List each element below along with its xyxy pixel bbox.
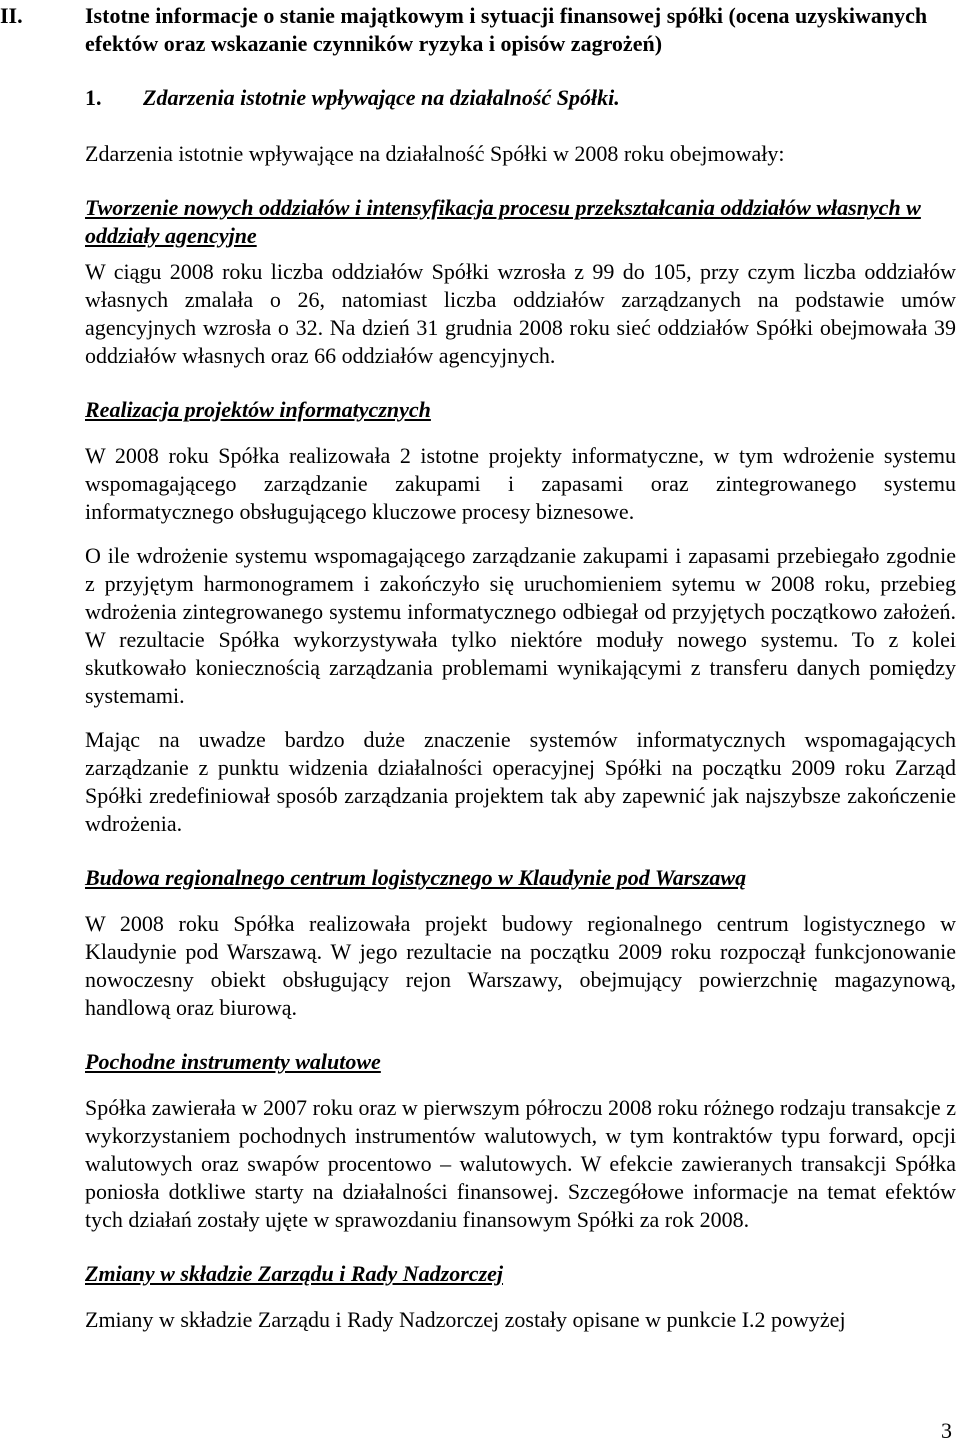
topic-heading-branches xyxy=(85,194,956,250)
topic-heading-text: Tworzenie nowych oddziałów i intensyfikacja procesu przekształcania oddziałów własnych w oddziały agencyjne xyxy=(85,195,921,248)
subsection-title: Zdarzenia istotnie wpływające na działalność Spółki. xyxy=(143,85,620,110)
subsection-number: 1. xyxy=(85,85,102,110)
topic-heading-it-projects: Realizacja projektów informatycznych xyxy=(85,397,431,422)
topic-paragraph: W 2008 roku Spółka realizowała 2 istotne projekty informatyczne, w tym wdrożenie systemu wspomagającego zarządzanie zakupami i zapasami oraz zintegrowanego systemu informatycznego obsługującego kluczowe procesy biznesowe. xyxy=(85,443,956,524)
section-number: II. xyxy=(0,3,23,28)
intro-paragraph: Zdarzenia istotnie wpływające na działalność Spółki w 2008 roku obejmowały: xyxy=(85,141,785,166)
topic-heading-derivatives: Pochodne instrumenty walutowe xyxy=(85,1049,381,1074)
topic-paragraph: W ciągu 2008 roku liczba oddziałów Spółki wzrosła z 99 do 105, przy czym liczba oddziałów własnych zmalała o 26, natomiast liczba oddziałów zarządzanych na podstawie umów agencyjnych wzrosła o 32. Na dzień 31 grudnia 2008 roku sieć oddziałów Spółki obejmowała 39 oddziałów własnych oraz 66 oddziałów agencyjnych. xyxy=(85,259,956,368)
topic-heading-logistics-center: Budowa regionalnego centrum logistycznego w Klaudynie pod Warszawą xyxy=(85,865,747,890)
topic-paragraph: O ile wdrożenie systemu wspomagającego zarządzanie zakupami i zapasami przebiegało zgodnie z przyjętym harmonogramem i zakończyło się uruchomieniem sytemu w 2008 roku, przebieg wdrożenia zintegrowanego systemu informatycznego odbiegał od przyjętych początkowo założeń. W rezultacie Spółka wykorzystywała tylko niektóre moduły nowego systemu. To z kolei skutkowało koniecznością zarządzania problemami wynikającymi z transferu danych pomiędzy systemami. xyxy=(85,543,956,708)
section-title: Istotne informacje o stanie majątkowym i sytuacji finansowej spółki (ocena uzyskiwanych efektów oraz wskazanie czynników ryzyka i opisów zagrożeń) xyxy=(85,3,928,56)
document-body xyxy=(85,140,956,1350)
topic-paragraph: Mając na uwadze bardzo duże znaczenie systemów informatycznych wspomagających zarządzanie z punktu widzenia działalności operacyjnej Spółki na początku 2009 roku Zarząd Spółki zredefiniował sposób zarządzania projektem tak aby zapewnić jak najszybsze zakończenie wdrożenia. xyxy=(85,727,956,836)
topic-heading-board-changes: Zmiany w składzie Zarządu i Rady Nadzorczej xyxy=(85,1261,504,1286)
topic-paragraph: Zmiany w składzie Zarządu i Rady Nadzorczej zostały opisane w punkcie I.2 powyżej xyxy=(85,1307,846,1332)
topic-paragraph: W 2008 roku Spółka realizowała projekt budowy regionalnego centrum logistycznego w Klaudynie pod Warszawą. W jego rezultacie na początku 2009 roku rozpoczął funkcjonowanie nowoczesny obiekt obsługujący rejon Warszawy, obejmujący powierzchnię magazynową, handlową oraz biurową. xyxy=(85,911,956,1020)
subsection-heading xyxy=(85,84,620,112)
topic-paragraph: Spółka zawierała w 2007 roku oraz w pierwszym półroczu 2008 roku różnego rodzaju transakcje z wykorzystaniem pochodnych instrumentów walutowych, w tym kontraktów typu forward, opcji walutowych oraz swapów procentowo – walutowych. W efekcie zawieranych transakcji Spółka poniosła dotkliwe starty na działalności finansowej. Szczegółowe informacje na temat efektów tych działań zostały ujęte w sprawozdaniu finansowym Spółki za rok 2008. xyxy=(85,1095,956,1232)
page-number: 3 xyxy=(941,1418,952,1443)
